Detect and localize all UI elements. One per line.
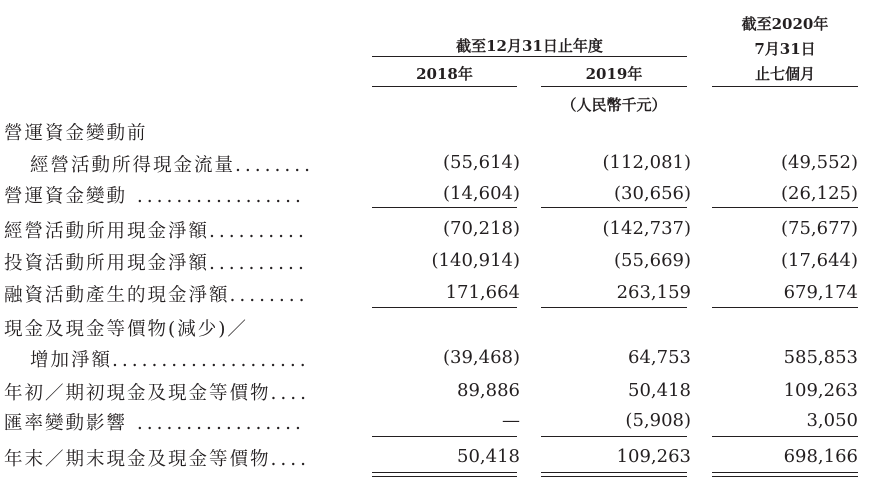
leader-dots: .......... bbox=[209, 253, 308, 274]
value-2019: 64,753 bbox=[628, 347, 691, 368]
leader-dots: ................. bbox=[127, 413, 305, 434]
col1-header-rule bbox=[372, 86, 517, 87]
value-2018: 89,886 bbox=[457, 380, 520, 401]
leader-dots: .......... bbox=[209, 221, 308, 242]
value-2018: (140,914) bbox=[431, 250, 520, 271]
currency-note: （人民幣千元） bbox=[561, 96, 667, 114]
value-2018: (39,468) bbox=[442, 347, 520, 368]
value-2020-7m: (49,552) bbox=[780, 152, 858, 173]
leader-dots: ................. bbox=[127, 186, 305, 207]
value-2020-7m: (26,125) bbox=[780, 183, 858, 204]
value-2019: (112,081) bbox=[602, 152, 691, 173]
row-label: 經營活動所得現金流量........ bbox=[30, 155, 315, 176]
value-2020-7m: 585,853 bbox=[783, 347, 858, 368]
period-group-header: 截至12月31日止年度 bbox=[456, 37, 603, 55]
leader-dots: .... bbox=[270, 383, 311, 404]
period-group-rule bbox=[372, 56, 687, 57]
subtotal-rule bbox=[541, 436, 687, 437]
value-2019: 263,159 bbox=[616, 282, 691, 303]
col2-header: 2019年 bbox=[585, 65, 643, 83]
value-2019: 50,418 bbox=[628, 380, 691, 401]
col1-header: 2018年 bbox=[416, 65, 473, 83]
value-2018: 171,664 bbox=[445, 282, 520, 303]
row-label: 經營活動所用現金淨額.......... bbox=[4, 221, 308, 242]
subtotal-rule bbox=[372, 436, 517, 437]
leader-dots: ........ bbox=[235, 155, 315, 176]
total-double-rule bbox=[372, 472, 517, 473]
row-label: 匯率變動影響 ................. bbox=[4, 413, 305, 434]
row-label: 營運資金變動前 bbox=[4, 123, 148, 144]
total-double-rule bbox=[712, 472, 858, 473]
value-2019: 109,263 bbox=[616, 446, 691, 467]
value-2019: (30,656) bbox=[613, 183, 691, 204]
subtotal-rule bbox=[541, 307, 687, 308]
value-2020-7m: 698,166 bbox=[783, 446, 858, 467]
value-2020-7m: 679,174 bbox=[783, 282, 858, 303]
col3-header-rule bbox=[712, 86, 858, 87]
subtotal-rule bbox=[712, 307, 858, 308]
col2-header-rule bbox=[541, 86, 687, 87]
value-2018: (70,218) bbox=[442, 218, 520, 239]
value-2020-7m: (75,677) bbox=[780, 218, 858, 239]
value-2020-7m: (17,644) bbox=[780, 250, 858, 271]
value-2018: (14,604) bbox=[442, 183, 520, 204]
total-double-rule bbox=[541, 472, 687, 473]
value-2018: — bbox=[502, 410, 520, 431]
leader-dots: .................... bbox=[112, 350, 310, 371]
col3-header-line1: 截至2020年 bbox=[741, 15, 829, 33]
subtotal-rule bbox=[712, 207, 858, 208]
subtotal-rule bbox=[712, 436, 858, 437]
total-double-rule bbox=[372, 476, 517, 477]
subtotal-rule bbox=[372, 307, 517, 308]
value-2019: (5,908) bbox=[625, 410, 691, 431]
total-double-rule bbox=[541, 476, 687, 477]
row-label: 融資活動產生的現金淨額........ bbox=[4, 285, 309, 306]
value-2019: (142,737) bbox=[602, 218, 691, 239]
value-2018: 50,418 bbox=[457, 446, 520, 467]
value-2019: (55,669) bbox=[613, 250, 691, 271]
total-double-rule bbox=[712, 476, 858, 477]
leader-dots: ........ bbox=[229, 285, 309, 306]
row-label: 營運資金變動 ................. bbox=[4, 186, 305, 207]
value-2020-7m: 3,050 bbox=[806, 410, 858, 431]
row-label: 投資活動所用現金淨額.......... bbox=[4, 253, 308, 274]
row-label: 現金及現金等價物(減少)／ bbox=[4, 319, 248, 340]
value-2018: (55,614) bbox=[442, 152, 520, 173]
col3-header-line3: 止七個月 bbox=[754, 65, 815, 83]
row-label: 年初／期初現金及現金等價物.... bbox=[4, 383, 311, 404]
row-label: 增加淨額.................... bbox=[30, 350, 310, 371]
subtotal-rule bbox=[372, 207, 517, 208]
leader-dots: .... bbox=[270, 449, 311, 470]
col3-header-line2: 7月31日 bbox=[754, 40, 816, 58]
subtotal-rule bbox=[541, 207, 687, 208]
row-label: 年末／期末現金及現金等價物.... bbox=[4, 449, 311, 470]
value-2020-7m: 109,263 bbox=[783, 380, 858, 401]
